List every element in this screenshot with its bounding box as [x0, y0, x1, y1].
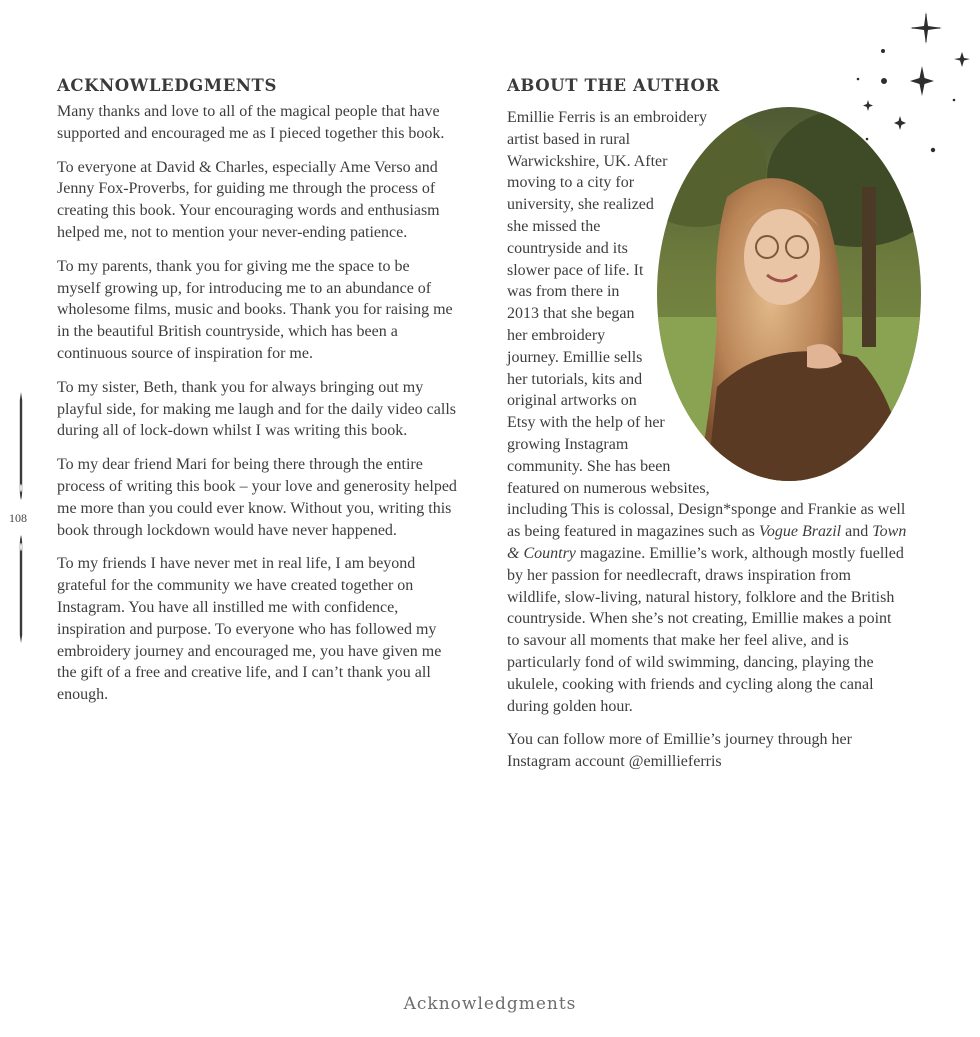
author-bio-text-and: and: [841, 523, 873, 541]
magazine-town-country: Town & Country: [507, 523, 907, 562]
page-number: 108: [9, 511, 27, 525]
author-portrait: [657, 107, 921, 481]
author-follow-paragraph: You can follow more of Emillie’s journey through her Instagram account @emillieferris: [507, 731, 852, 771]
author-bio-text-end: magazine. Emillie’s work, although mostly fuelled by her passion for needlecraft, draws inspiration from wildlife, slow-living, natural history, folklore and the British countryside. When she’s not creating, Emillie makes a point to savour all moments that make her feel alive, and is particularly fond of wild swimming, dancing, playing the ukulele, cooking with friends and cycling along the canal during golden hour.: [507, 544, 904, 715]
needle-bottom-icon: [16, 535, 26, 645]
about-author-column: [507, 76, 907, 785]
acknowledgments-heading: ACKNOWLEDGMENTS: [57, 76, 277, 95]
author-portrait-image: [657, 107, 921, 481]
acknowledgments-paragraph: To my sister, Beth, thank you for always bringing out my playful side, for making me laugh and for the daily video calls during all of lock-down whilst I was writing this book.: [57, 378, 456, 440]
acknowledgments-column: [57, 76, 457, 718]
magazine-vogue-brazil: Vogue Brazil: [758, 523, 842, 541]
acknowledgments-paragraph: To my parents, thank you for giving me the space to be myself growing up, for introducing me to an abundance of wholesome films, music and books. Thank you for raising me in the beautiful British countryside, which has been a continuous source of inspiration for me.: [57, 257, 453, 362]
acknowledgments-paragraph: To my friends I have never met in real life, I am beyond grateful for the community we have created together on Instagram. You have all instilled me with confidence, inspiration and purpose. To everyone who has followed my embroidery journey and encouraged me, you have given me the gift of a free and creative life, and I can’t thank you all enough.: [57, 555, 442, 704]
author-bio-text: Emillie Ferris is an embroidery artist based in rural Warwickshire, UK. After moving to a city for university, she realized she missed the countryside and its slower pace of life. It was from there in 2013 that she began her embroidery journey. Emillie sells her tutorials, kits and original artworks on Etsy with the help of her growing Instagram community. She has been featured on numerous websites, including This is colossal, Design*sponge and Frankie as well as being featured in magazines such as: [507, 109, 906, 541]
needle-top-icon: [16, 392, 26, 502]
acknowledgments-paragraph: To my dear friend Mari for being there through the entire process of writing this book – your love and generosity helped me more than you could ever know. Without you, writing this book through lockdown would have never happened.: [57, 456, 457, 539]
about-author-heading: ABOUT THE AUTHOR: [507, 76, 720, 95]
acknowledgments-paragraph: To everyone at David & Charles, especially Ame Verso and Jenny Fox-Proverbs, for guiding me through the process of creating this book. Your encouraging words and enthusiasm helped me, not to mention your never-ending patience.: [57, 158, 440, 241]
acknowledgments-paragraph: Many thanks and love to all of the magical people that have supported and encouraged me as I pieced together this book.: [57, 103, 445, 142]
running-footer: Acknowledgments: [403, 994, 577, 1014]
